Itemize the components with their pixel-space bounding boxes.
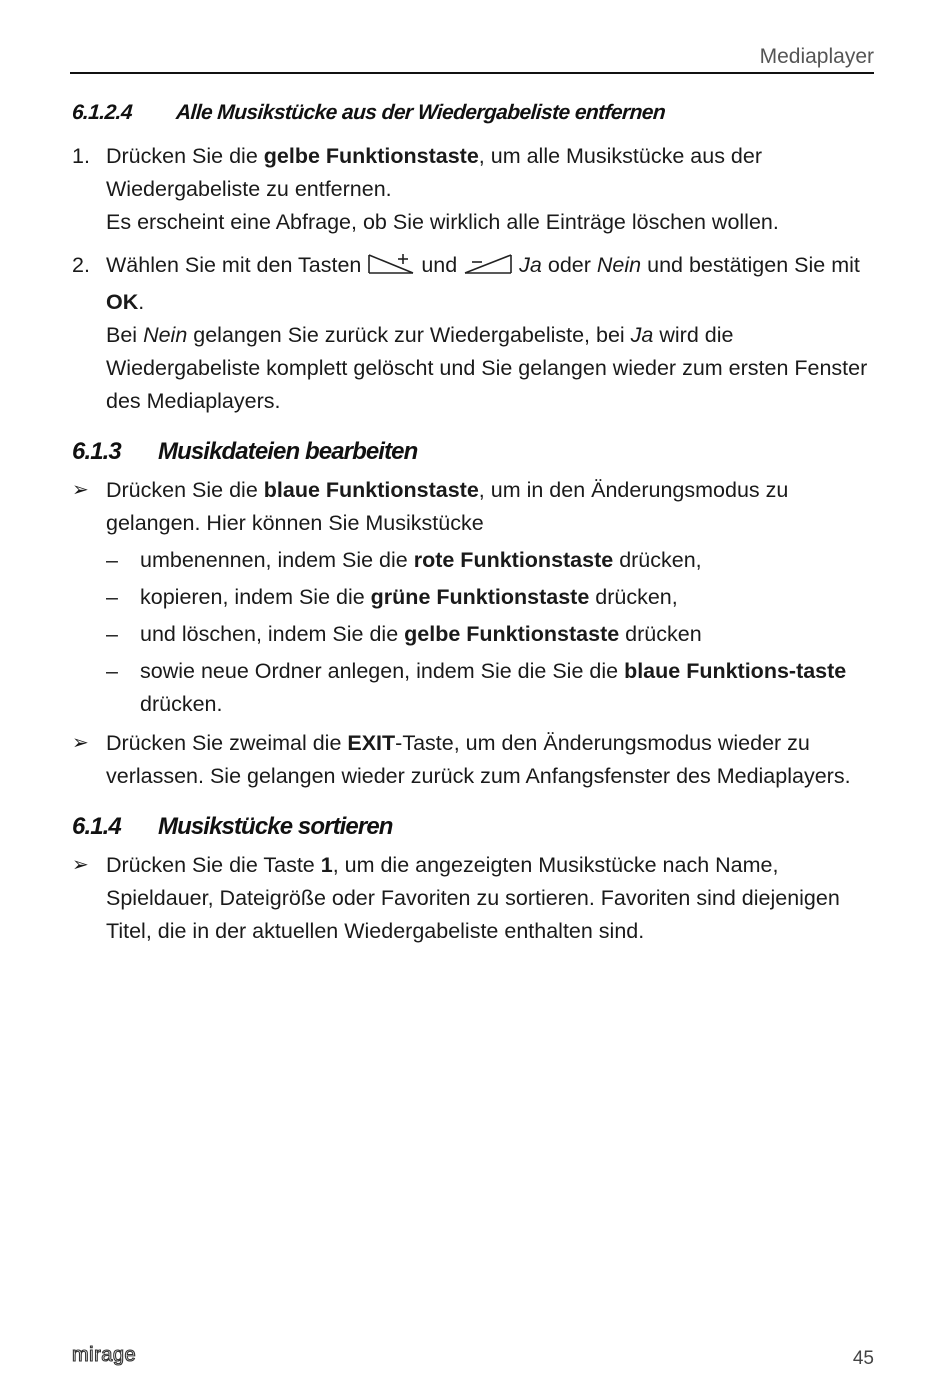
step-1 xyxy=(72,140,874,239)
running-header: Mediaplayer xyxy=(759,45,874,68)
step-text: Drücken Sie die xyxy=(106,144,264,168)
header-rule xyxy=(70,72,874,74)
sub-text: drücken xyxy=(619,622,702,646)
heading-title: Musikdateien bearbeiten xyxy=(158,438,418,465)
step-note: Bei xyxy=(106,323,144,347)
step-note: gelangen Sie zurück zur Wiedergabeliste, bei xyxy=(187,323,631,347)
option-yes: Ja xyxy=(630,323,654,347)
sub-text: sowie neue Ordner anlegen, indem Sie die Sie die xyxy=(140,659,625,683)
sub-text: und löschen, indem Sie die xyxy=(140,622,405,646)
heading-number: 6.1.2.4 xyxy=(71,101,133,124)
sub-item xyxy=(72,618,874,651)
sub-text: drücken. xyxy=(140,692,223,716)
step-2 xyxy=(72,249,874,418)
dash-bullet: – xyxy=(106,659,118,683)
sub-item xyxy=(72,581,874,614)
bullet-text: Drücken Sie die xyxy=(106,478,264,502)
bullet-text: Drücken Sie zweimal die xyxy=(106,731,348,755)
volume-down-key-icon xyxy=(463,252,513,286)
key-1-label: 1 xyxy=(320,853,333,877)
step-text: , um alle Musikstücke aus der Wiedergabeliste zu entfernen. xyxy=(106,144,762,201)
sub-text: umbenennen, indem Sie die xyxy=(140,548,414,572)
dash-bullet: – xyxy=(106,548,118,572)
sub-text: kopieren, indem Sie die xyxy=(140,585,371,609)
exit-key-label: EXIT xyxy=(347,731,396,755)
arrow-bullet-icon: ➢ xyxy=(72,854,89,876)
dash-bullet: – xyxy=(106,585,118,609)
step-bold: gelbe Funktionstaste xyxy=(263,144,479,168)
dash-bullet: – xyxy=(106,622,118,646)
step-note: Es erscheint eine Abfrage, ob Sie wirklich alle Einträge löschen wollen. xyxy=(106,210,779,234)
heading-title: Musikstücke sortieren xyxy=(158,813,393,840)
bullet-text: , um in den Änderungsmodus zu gelangen. Hier können Sie Musikstücke xyxy=(106,478,789,535)
sub-text: drücken, xyxy=(613,548,702,572)
step-text: und bestätigen Sie mit xyxy=(647,253,860,277)
sub-text: drücken, xyxy=(589,585,678,609)
step-text: oder xyxy=(547,253,591,277)
arrow-bullet-icon: ➢ xyxy=(72,732,89,754)
bullet-text: -Taste, um den Änderungsmodus wieder zu verlassen. Sie gelangen wieder zurück zum Anfangsfenster des Mediaplayers. xyxy=(106,731,851,788)
sub-bold: grüne Funktionstaste xyxy=(370,585,590,609)
ok-key-label: OK xyxy=(106,290,139,314)
volume-up-key-icon xyxy=(367,252,415,286)
logo-text: mirage xyxy=(72,1344,137,1366)
option-no: Nein xyxy=(143,323,188,347)
bullet-item xyxy=(72,727,874,793)
sub-bold: rote Funktionstaste xyxy=(413,548,614,572)
step-text: Wählen Sie mit den Tasten xyxy=(106,253,362,277)
heading-6-1-3 xyxy=(72,432,874,472)
bullet-item xyxy=(72,849,874,948)
page-number: 45 xyxy=(852,1348,874,1369)
bullet-item xyxy=(72,474,874,540)
step-number: 1. xyxy=(72,144,90,168)
sub-bold: blaue Funktions-taste xyxy=(624,659,847,683)
page-content xyxy=(72,94,874,948)
step-note: wird die Wiedergabeliste komplett gelöscht und Sie gelangen wieder zum ersten Fenster des Mediaplayers. xyxy=(106,323,868,413)
arrow-bullet-icon: ➢ xyxy=(72,479,89,501)
heading-number: 6.1.3 xyxy=(72,438,121,465)
step-text: . xyxy=(138,290,145,314)
mirage-logo xyxy=(72,1344,156,1371)
sub-item xyxy=(72,655,874,721)
sub-item xyxy=(72,544,874,577)
bullet-text: Drücken Sie die Taste xyxy=(106,853,321,877)
option-no: Nein xyxy=(596,253,642,277)
step-text: und xyxy=(421,253,458,277)
heading-title: Alle Musikstücke aus der Wiedergabeliste entfernen xyxy=(175,101,666,124)
bullet-text: , um die angezeigten Musikstücke nach Name, Spieldauer, Dateigröße oder Favoriten zu sortieren. Favoriten sind diejenigen Titel, die in der aktuellen Wiedergabeliste enthalten sind. xyxy=(106,853,840,943)
heading-6-1-4 xyxy=(72,807,874,847)
option-yes: Ja xyxy=(519,253,542,277)
step-number: 2. xyxy=(72,253,90,277)
sub-bold: gelbe Funktionstaste xyxy=(404,622,620,646)
bullet-bold: blaue Funktionstaste xyxy=(263,478,479,502)
heading-6-1-2-4 xyxy=(71,96,875,130)
heading-number: 6.1.4 xyxy=(72,813,121,840)
